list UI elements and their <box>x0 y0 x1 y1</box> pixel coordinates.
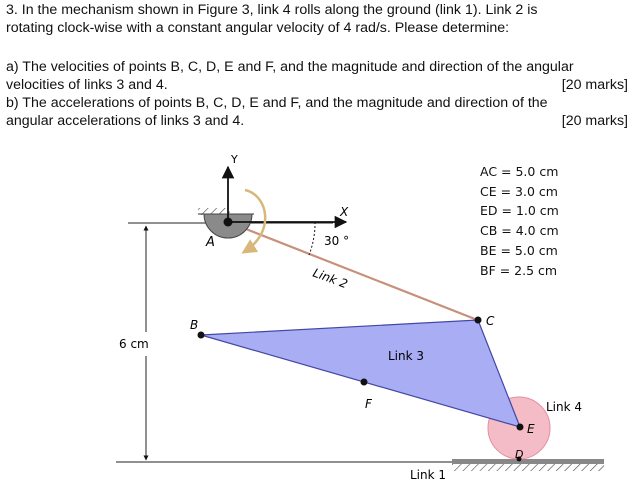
link-2-label: Link 2 <box>310 265 350 292</box>
dimension-bf: BF = 2.5 cm <box>480 263 558 278</box>
part-a-marks: [20 marks] <box>561 77 628 93</box>
link-1-label: Link 1 <box>410 468 447 482</box>
point-c-dot <box>475 317 482 324</box>
angle-arc <box>309 222 315 255</box>
problem-line-1: 3. In the mechanism shown in Figure 3, link 4 rolls along the ground (link 1). Link 2 is <box>6 2 538 18</box>
part-a-line-2: velocities of links 3 and 4. <box>6 77 168 93</box>
problem-line-2: rotating clock-wise with a constant angular velocity of 4 rad/s. Please determine: <box>6 20 510 36</box>
dimension-cb: CB = 4.0 cm <box>480 223 559 238</box>
point-b-label: B <box>190 318 199 332</box>
height-dimension-label: 6 cm <box>119 337 149 351</box>
point-e-dot <box>517 424 524 431</box>
point-d-label: D <box>515 448 524 461</box>
link-2-bar <box>228 222 480 321</box>
link-4-label: Link 4 <box>546 400 583 414</box>
ground-hatch <box>452 464 604 471</box>
part-b-line-2: angular accelerations of links 3 and 4. <box>6 113 245 129</box>
point-f-dot <box>361 379 368 386</box>
link-3-triangle <box>201 320 520 427</box>
link-3-label: Link 3 <box>388 349 425 363</box>
part-a-line-1: a) The velocities of points B, C, D, E and F, and the magnitude and direction of the angular <box>6 59 574 75</box>
ground-surface <box>452 459 604 464</box>
dimension-be: BE = 5.0 cm <box>480 243 558 258</box>
point-e-label: E <box>527 422 535 436</box>
point-a-label: A <box>206 235 215 250</box>
dimension-ac: AC = 5.0 cm <box>480 164 559 179</box>
x-axis-label: X <box>340 205 349 219</box>
point-c-label: C <box>486 314 495 328</box>
part-b-marks: [20 marks] <box>561 113 628 129</box>
dimension-ed: ED = 1.0 cm <box>480 203 559 218</box>
dimension-ce: CE = 3.0 cm <box>480 184 558 199</box>
y-axis-label: Y <box>231 153 238 166</box>
part-b-line-1: b) The accelerations of points B, C, D, E and F, and the magnitude and direction of the <box>6 95 548 111</box>
angle-label: 30 ° <box>324 234 350 248</box>
point-f-label: F <box>365 397 372 411</box>
point-b-dot <box>198 332 205 339</box>
